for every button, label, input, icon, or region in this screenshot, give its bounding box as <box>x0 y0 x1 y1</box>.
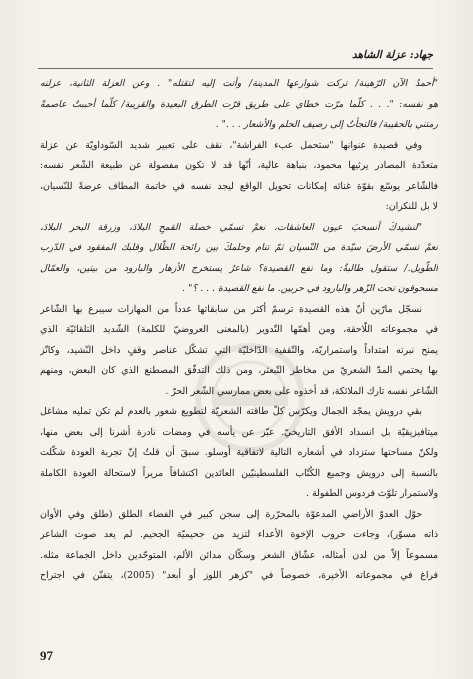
text-line: متعدّدة المصادر يرثيها محمود، بنباهة عالية، أنّها قد لا تكون مفصولة عن طبيعة الشّعر نفسه: <box>40 160 438 171</box>
text-line: "أحمدُ الآن الرّهينة/ تركت شوارعها المدينة/ وأتت إليه لتقتله" . وعن العزلة الثانية، عزلته <box>40 78 438 89</box>
text-line: هو نفسه: ". . . كلّما مرّت خطاي على طريق قرّت الطرق البعيدة والقريبة/ كلّما أحببتُ عاصمةً <box>40 98 438 110</box>
page-number: 97 <box>40 648 53 663</box>
article-body <box>40 74 438 587</box>
text-line: نسجّل مارّين أنّ هذه القصيدة ترسمّ أكثر من سابقاتها عدداً من المهارات سيبرع بها الشّاعر <box>40 303 422 315</box>
text-line: نعمْ تسمّي الأرضَ سيّدة من النّسيان ثمّ تنام وحلمكَ بين رائحة الظّلال وقلبك المفقود في الدّرب <box>40 242 438 253</box>
text-line: فراغ في مجموعاته الأخيرة، خصوصاً في "كزهر اللوز أو أبعد" (2005)، يتفنّن في اجتراح <box>40 570 438 581</box>
running-title: جهاد: عزلة الشاهد <box>351 49 433 61</box>
text-line: رمتني بالحقيبة/ فالتجأتُ إلى رصيف الحلم والأشعار . . ." . <box>215 119 438 130</box>
text-line: مسحوقون تحت الزّهر والبارود في حربين. ما نفع القصيدة . . . ؟" . <box>182 283 438 294</box>
text-line: ميتافيزيقيّة بل انسداد الأفق التاريخيّ. عبّر عن يأسه في ومضات نادرة أشرنا إلى بعض منها، <box>40 426 438 438</box>
text-line: بالنسبة إلى درويش وجميع الكُتّاب الفلسطينيّين العائدين اكتشافاً مريراً لاستحالة العودة الكاملة <box>40 467 438 479</box>
text-line: بها يحتمي المدّ الشعريّ من مخاطر التّبعثر، ومن ذلك التدفّق المصطنع الذي كان البعض، ومنهم <box>40 365 438 376</box>
text-line: لا بل للنكران: <box>385 201 438 212</box>
text-line: ولاستمرار تلوّث فردوس الطفولة . <box>306 488 438 499</box>
text-line: ذاته مسوّر)، وجاءت حروب الإخوة الأعداء لتزيد من جحيميّة الجحيم. لم يعد صوت الشاعر <box>40 529 438 540</box>
text-line: الشّاعر نفسه تارك الملائكة، قد أخذوه على بعض ممارسي الشّعر الحرّ . <box>165 385 438 397</box>
text-line: مسموعاً إلاّ من لدن أمثاله، عشّاق الشعر وسكّان مدائن الألم، المتوحّدين داخل الجماعة مثله. <box>40 549 438 561</box>
text-line: ولكنّ مساحتها ستزداد في أشعاره التالية لاتفاقية أوسلو. سبقَ أن قلتُ إنّ تجربة العودة شكّلت <box>40 447 438 458</box>
text-line: فالشّاعر يوسّع بقوّة غنائه إمكانات تحويل الواقع ليجد نفسه في خاتمة المطاف عرضةً للنّسيان، <box>40 180 438 192</box>
text-line: الطّويل./ ستقول طالبةٌ: وما نفع القصيدة؟ شاعرٌ يستخرج الأزهار والبارود من بيتين، والعمّال <box>40 262 438 274</box>
text-line: بقي درويش يمجّد الجمال ويكرّس كلّ طاقته الشعريّة لتطويع شعور بالعدم لم تكن تمليه مشاغل <box>40 406 422 417</box>
text-line: يمنح نبرته امتداداً واستمراريّة، والتّقفية الدّاخليّة التي تشكّل عناصر وقفٍ داخل النّشيد، وكانّز <box>40 344 438 356</box>
text-line: في مجموعاته اللّاحقة، ومن أهمّها التّدوير (بالمعنى العروضيّ للكلمة) الشّديد التلقائيّة الذي <box>40 324 438 335</box>
running-header <box>38 46 433 69</box>
text-line: حوّل العدوّ الأراضي المدعوّة بالمحرّرة إلى سجن كبير في الفضاء الطلق (طلق وفي الأوان <box>40 508 422 520</box>
text-line: "لنشيدكَ أنسحبَ عيون العاشقات، نعمْ تسمّي خصلة القمحِ البلادَ، وزرقة البحر البلادَ، <box>40 221 422 233</box>
text-line: وفي قصيدة عنوانها "ستحمل عبء الفراشة"، نقف على تعبير شديد السّوداويّة عن عزلة <box>40 139 422 151</box>
